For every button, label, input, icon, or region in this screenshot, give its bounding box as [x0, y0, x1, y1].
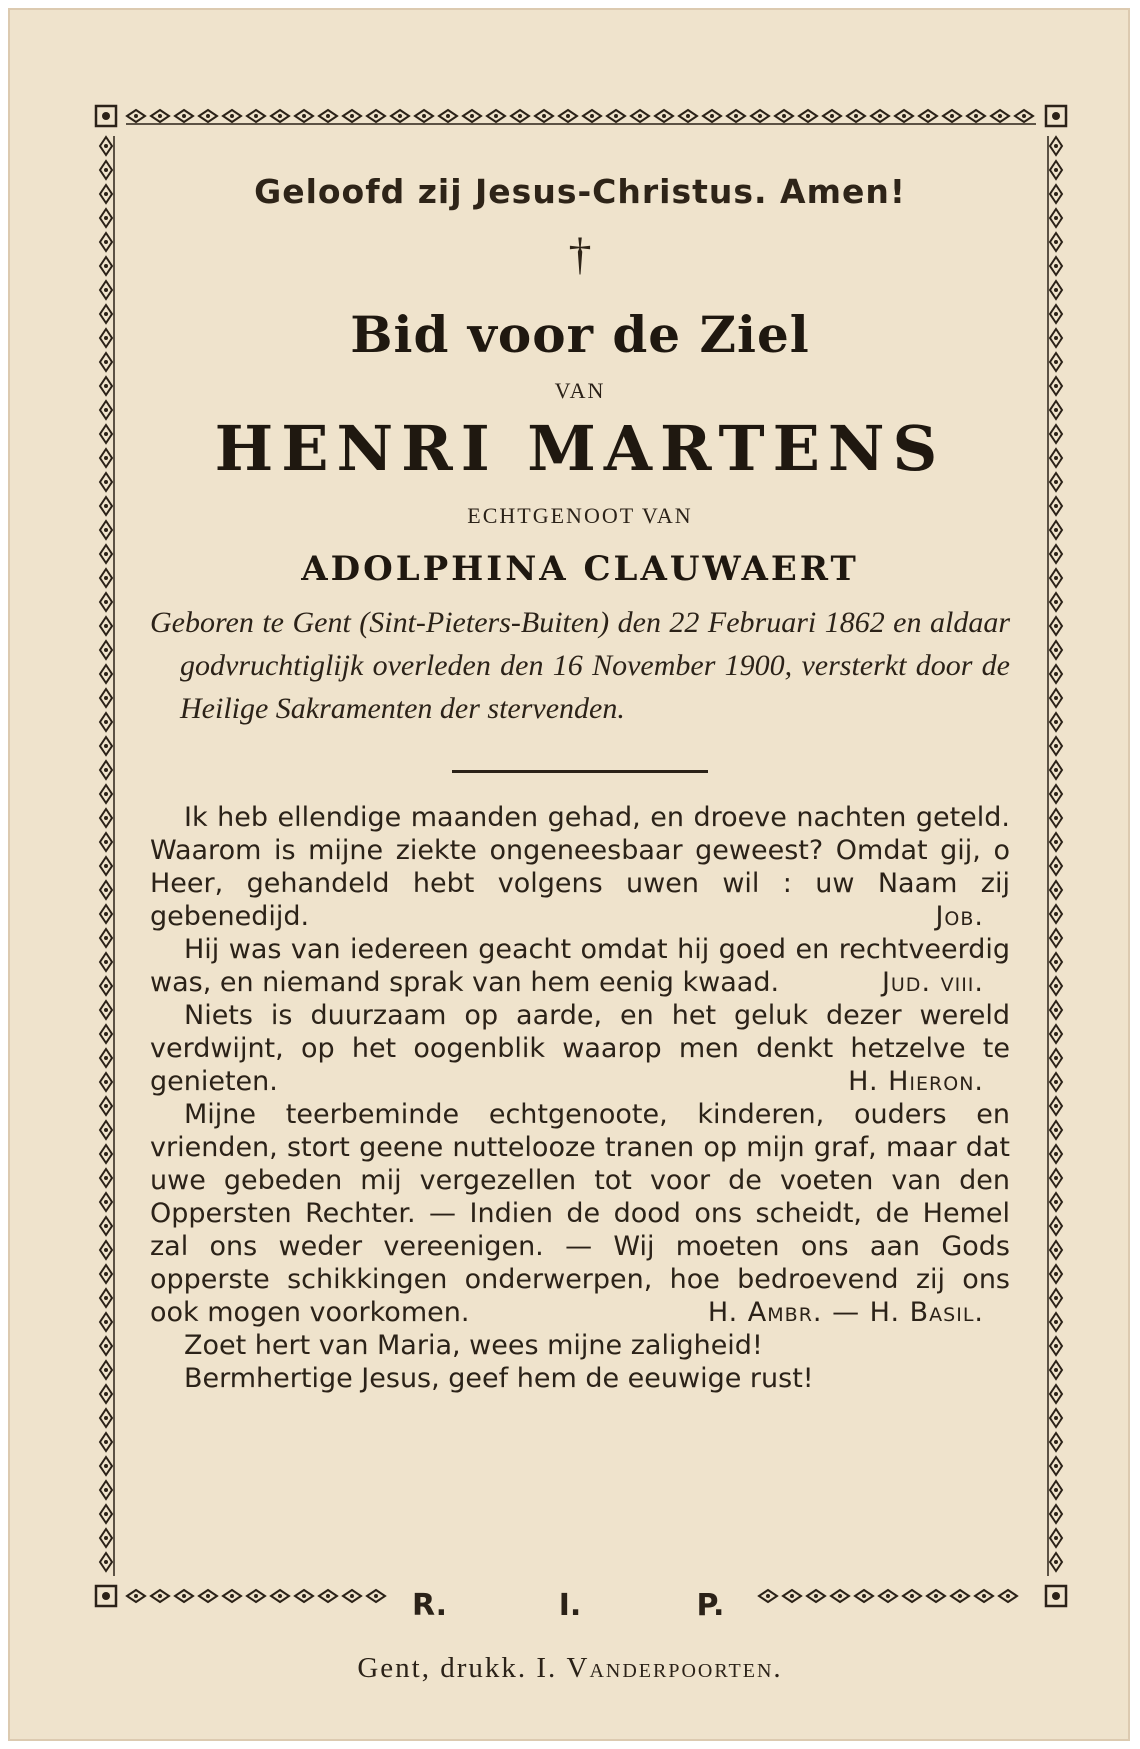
rip-line [0, 1588, 1140, 1623]
prayer-text: Ik heb ellendige maanden gehad, en droeve nachten geteld. Waarom is mijne ziekte ongeneesbaar geweest? Omdat gij, o Heer, gehandeld hebt volgens uwen wil : uw Naam zij gebenedijd. [150, 802, 1010, 932]
rip-letter: R. [412, 1588, 448, 1623]
deceased-name: HENRI MARTENS [214, 412, 946, 485]
rip-letter: I. [558, 1588, 582, 1623]
biography: Geboren te Gent (Sint-Pieters-Buiten) den 22 Februari 1862 en aldaar godvruchtiglijk overleden den 16 November 1900, versterkt door de Heilige Sakramenten der stervenden. [150, 606, 1010, 725]
prayer-citation: Jud. viii. [881, 967, 984, 998]
prayer-text: Mijne teerbeminde echtgenoote, kinderen, ouders en vrienden, stort geene nuttelooze tranen op mijn graf, maar dat uwe gebeden mij vergezellen tot voor de voeten van den Oppersten Rechter. — Indien de dood ons scheidt, de Hemel zal ons weder vereenigen. — Wij moeten ons aan Gods opperste schikkingen onderwerpen, hoe bedroevend zij ons ook mogen voorkomen. [150, 1099, 1010, 1328]
bid-voor-de-ziel-heading: Bid voor de Ziel [350, 305, 810, 364]
ejaculation: Zoet hert van Maria, wees mijne zaligheid! [184, 1330, 763, 1361]
prayer-paragraph [150, 1098, 1010, 1329]
prayers [150, 801, 1010, 1395]
cross-icon: † [568, 228, 592, 279]
printer-prefix: Gent, drukk. I. [357, 1652, 567, 1684]
printer-imprint [0, 1652, 1140, 1685]
divider [452, 770, 708, 773]
prayer-paragraph [150, 999, 1010, 1098]
card-content [150, 170, 1010, 1395]
spouse-label: ECHTGENOOT VAN [467, 503, 693, 528]
prayer-citation: H. Hieron. [848, 1066, 984, 1097]
prayer-paragraph [150, 801, 1010, 933]
prayer-text: Niets is duurzaam op aarde, en het geluk dezer wereld verdwijnt, op het oogenblik waarop men denkt hetzelve te genieten. [150, 1000, 1010, 1097]
printer-name: Vanderpoorten. [566, 1652, 783, 1684]
spouse-name: ADOLPHINA CLAUWAERT [301, 549, 859, 589]
van-label: VAN [554, 378, 606, 403]
ejaculation: Bermhertige Jesus, geef hem de eeuwige rust! [184, 1363, 814, 1394]
prayer-citation: Job. [935, 901, 984, 932]
prayer-paragraph [150, 933, 1010, 999]
rip-letter: P. [696, 1588, 725, 1623]
greeting: Geloofd zij Jesus-Christus. Amen! [254, 172, 906, 211]
prayer-text: Hij was van iedereen geacht omdat hij goed en rechtveerdig was, en niemand sprak van hem eenig kwaad. [150, 934, 1010, 998]
prayer-citation: H. Ambr. — H. Basil. [707, 1297, 984, 1328]
